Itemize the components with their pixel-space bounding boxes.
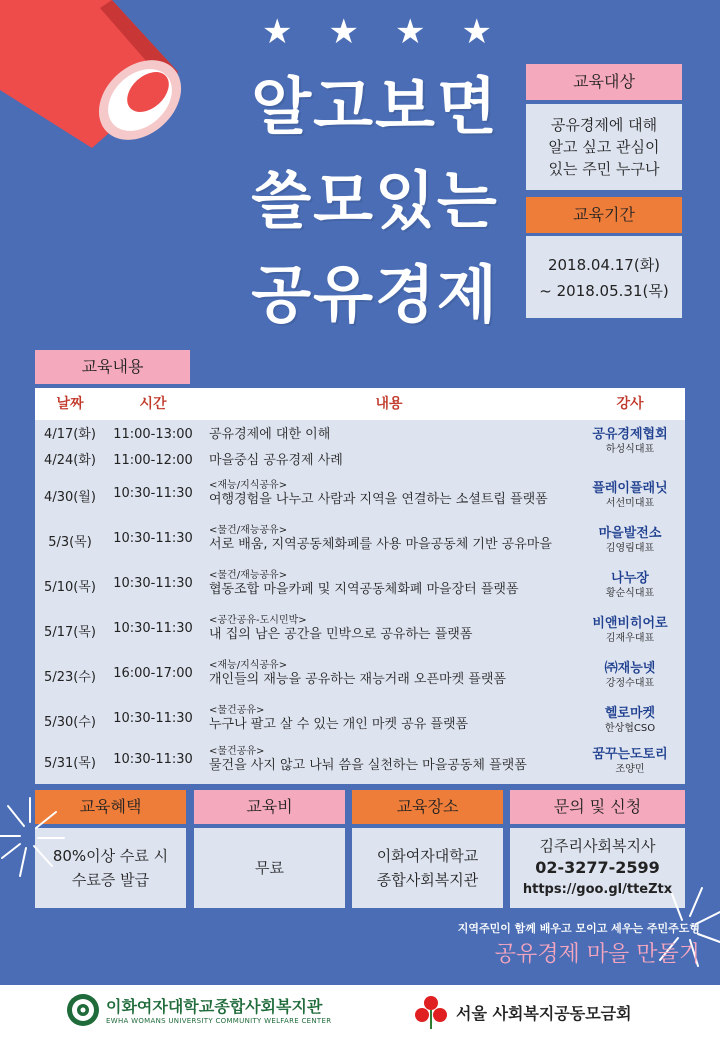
row-category: <재능/지식공유> <box>209 480 288 491</box>
row-instructor <box>575 705 685 736</box>
row-time: 10:30-11:30 <box>113 711 193 726</box>
table-row <box>35 746 685 784</box>
row-date: 4/30(월) <box>44 490 96 505</box>
instructor-org: 꿈꾸는도토리 <box>592 747 668 762</box>
row-description: 누구나 팔고 살 수 있는 개인 마켓 공유 플랫폼 <box>209 717 469 732</box>
ewha-name: 이화여자대학교종합사회복지관 <box>106 997 323 1016</box>
row-time: 11:00-12:00 <box>113 453 193 468</box>
headline-line: 쓸모있는 <box>251 164 499 237</box>
table-row <box>35 525 685 565</box>
venue-line: 종합사회복지관 <box>376 871 479 889</box>
community-chest-name: 서울 사회복지공동모금회 <box>456 1004 632 1023</box>
star-icon: ★ <box>395 12 426 52</box>
schedule-header-row <box>35 388 685 420</box>
star-icon: ★ <box>328 12 359 52</box>
period-label: 교육기간 <box>526 197 682 233</box>
star-icon: ★ <box>461 12 492 52</box>
row-instructor <box>575 660 685 691</box>
row-content <box>209 615 569 643</box>
contact-phone: 02-3277-2599 <box>535 858 660 877</box>
ewha-logo-icon <box>66 993 100 1027</box>
row-time: 10:30-11:30 <box>113 621 193 636</box>
headline <box>250 60 500 342</box>
row-category: <공간공유-도시민박> <box>209 615 307 626</box>
instructor-person: 한상협CSO <box>604 723 656 734</box>
header-instructor: 강사 <box>616 396 644 412</box>
ewha-english-name: EWHA WOMANS UNIVERSITY COMMUNITY WELFARE CENTER <box>106 1017 332 1025</box>
contact-label: 문의 및 신청 <box>510 790 685 824</box>
schedule-label: 교육내용 <box>35 350 190 384</box>
row-date: 5/31(목) <box>44 756 96 771</box>
row-category: <물건공유> <box>209 705 265 716</box>
instructor-org: 나누장 <box>611 571 649 586</box>
row-date: 5/23(수) <box>44 670 96 685</box>
schedule-table <box>35 388 685 784</box>
target-box <box>526 104 682 190</box>
table-row <box>35 452 685 474</box>
row-time: 11:00-13:00 <box>113 427 193 442</box>
row-time: 10:30-11:30 <box>113 486 193 501</box>
instructor-org: 비앤비히어로 <box>592 616 668 631</box>
table-row <box>35 426 685 454</box>
slogan-title: 공유경제 마을 만들기 <box>494 942 700 967</box>
row-content <box>209 746 569 774</box>
row-category: <재능/지식공유> <box>209 660 288 671</box>
contact-person: 김주리사회복지사 <box>539 837 656 855</box>
venue-box <box>352 828 503 908</box>
row-date: 4/24(화) <box>44 453 96 468</box>
table-row <box>35 705 685 745</box>
fee-label: 교육비 <box>194 790 345 824</box>
row-category: <물건/재능공유> <box>209 525 288 536</box>
row-date: 5/10(목) <box>44 580 96 595</box>
header-content: 내용 <box>375 396 403 412</box>
header-time: 시간 <box>139 396 167 412</box>
fee-value: 무료 <box>255 859 284 877</box>
row-content: 공유경제에 대한 이해 <box>209 427 331 442</box>
row-description: 서로 배움, 지역공동체화폐를 사용 마을공동체 기반 공유마을 <box>209 537 552 552</box>
venue-line: 이화여자대학교 <box>376 847 479 865</box>
stars-decoration <box>262 14 492 50</box>
row-instructor <box>575 615 685 646</box>
megaphone-illustration <box>0 0 200 170</box>
target-line: 있는 주민 누구나 <box>548 160 660 178</box>
instructor-org: 헬로마켓 <box>604 706 656 721</box>
sparkle-icon <box>0 786 80 886</box>
table-row <box>35 660 685 700</box>
headline-line: 공유경제 <box>251 258 499 331</box>
instructor-org: ㈜재능넷 <box>604 661 656 676</box>
instructor-person: 김영림대표 <box>605 543 655 554</box>
row-instructor <box>575 480 685 511</box>
contact-url-link[interactable]: https://goo.gl/tteZtx <box>522 882 673 897</box>
row-description: 협동조합 마을카페 및 지역공동체화폐 마을장터 플랫폼 <box>209 582 519 597</box>
row-content <box>209 705 569 733</box>
row-category: <물건공유> <box>209 746 265 757</box>
table-row <box>35 615 685 655</box>
period-line: ~ 2018.05.31(목) <box>539 282 669 300</box>
row-time: 16:00-17:00 <box>113 666 193 681</box>
row-instructor <box>575 570 685 601</box>
fruit-logo-icon <box>412 993 450 1031</box>
row-description: 여행경험을 나누고 사람과 지역을 연결하는 소셜트립 플랫폼 <box>209 492 548 507</box>
star-icon: ★ <box>262 12 293 52</box>
fee-box <box>194 828 345 908</box>
row-instructor <box>575 525 685 556</box>
table-row <box>35 480 685 520</box>
target-line: 공유경제에 대해 <box>550 116 658 134</box>
instructor-person: 강정수대표 <box>605 678 655 689</box>
row-date: 5/17(목) <box>44 625 96 640</box>
target-label: 교육대상 <box>526 64 682 100</box>
row-date: 4/17(화) <box>44 427 96 442</box>
row-date: 5/3(목) <box>48 535 92 550</box>
row-content <box>209 570 569 598</box>
row-time: 10:30-11:30 <box>113 752 193 767</box>
row-content <box>209 660 569 688</box>
instructor-org: 공유경제협회 <box>592 427 668 442</box>
row-category: <물건/재능공유> <box>209 570 288 581</box>
row-date: 5/30(수) <box>44 715 96 730</box>
row-time: 10:30-11:30 <box>113 576 193 591</box>
instructor-org: 플레이플래닛 <box>592 481 668 496</box>
row-content <box>209 480 569 508</box>
header-date: 날짜 <box>56 396 84 412</box>
row-description: 물건을 사지 않고 나눠 씀을 실천하는 마을공동체 플랫폼 <box>209 758 527 773</box>
venue-label: 교육장소 <box>352 790 503 824</box>
table-row <box>35 570 685 610</box>
benefit-line: 80%이상 수료 시 <box>52 847 169 865</box>
instructor-person: 황순식대표 <box>605 588 655 599</box>
benefit-label: 교육혜택 <box>35 790 186 824</box>
headline-line: 알고보면 <box>251 70 499 143</box>
row-description: 내 집의 남은 공간을 민박으로 공유하는 플랫폼 <box>209 627 473 642</box>
instructor-person: 김재우대표 <box>605 633 655 644</box>
target-line: 알고 싶고 관심이 <box>548 138 660 156</box>
instructor-person: 조양민 <box>615 764 645 775</box>
benefit-line: 수료증 발급 <box>71 871 150 889</box>
row-time: 10:30-11:30 <box>113 531 193 546</box>
footer <box>0 985 720 1040</box>
row-content <box>209 525 569 553</box>
instructor-org: 마을발전소 <box>598 526 662 541</box>
period-line: 2018.04.17(화) <box>547 256 661 274</box>
row-content: 마을중심 공유경제 사례 <box>209 453 343 468</box>
row-description: 개인들의 재능을 공유하는 재능거래 오픈마켓 플랫폼 <box>209 672 506 687</box>
slogan-subtitle: 지역주민이 함께 배우고 모이고 세우는 주민주도형 <box>457 922 700 935</box>
instructor-person: 서선미대표 <box>605 498 655 509</box>
period-box <box>526 236 682 318</box>
row-instructor <box>575 746 685 777</box>
instructor-person: 하성식대표 <box>605 444 655 455</box>
